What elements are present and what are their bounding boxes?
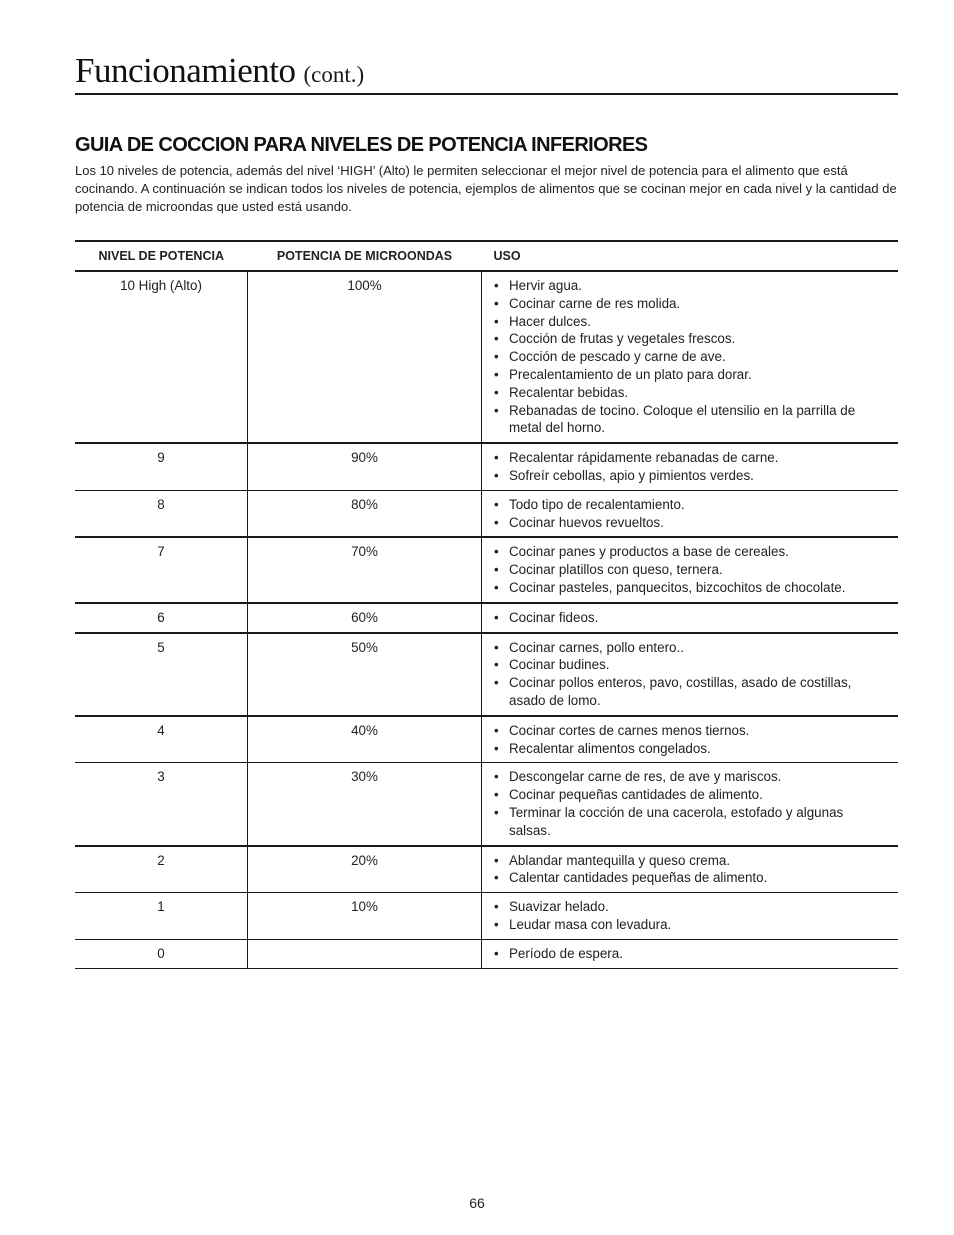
table-row (75, 893, 898, 940)
use-cell (482, 603, 899, 633)
use-list (494, 945, 888, 963)
use-list-item: • Cocinar platillos con queso, ternera. (494, 561, 888, 579)
use-list-item: • Cocinar fideos. (494, 609, 888, 627)
page-title: Funcionamiento (75, 51, 296, 90)
header-microwave-power: POTENCIA DE MICROONDAS (248, 241, 482, 271)
table-row (75, 633, 898, 716)
use-list-item: • Cocinar carnes, pollo entero.. (494, 639, 888, 657)
use-list (494, 277, 888, 437)
power-level-cell: 3 (75, 763, 248, 846)
use-list-item: • Terminar la cocción de una cacerola, estofado y algunas salsas. (494, 804, 888, 840)
use-list (494, 639, 888, 710)
use-list (494, 768, 888, 839)
use-list-item: • Precalentamiento de un plato para dorar. (494, 366, 888, 384)
use-list-item: • Cocinar huevos revueltos. (494, 514, 888, 532)
use-cell (482, 633, 899, 716)
use-list-item: • Cocción de frutas y vegetales frescos. (494, 330, 888, 348)
use-list (494, 722, 888, 758)
microwave-power-cell (248, 939, 482, 968)
use-cell (482, 490, 899, 537)
use-list-item: • Suavizar helado. (494, 898, 888, 916)
power-level-cell: 9 (75, 443, 248, 490)
use-cell (482, 846, 899, 893)
table-row (75, 537, 898, 602)
table-row (75, 443, 898, 490)
use-list-item: • Cocinar pequeñas cantidades de alimento. (494, 786, 888, 804)
use-list (494, 496, 888, 532)
power-level-cell: 10 High (Alto) (75, 271, 248, 443)
microwave-power-cell: 70% (248, 537, 482, 602)
use-list-item: • Cocinar cortes de carnes menos tiernos. (494, 722, 888, 740)
use-list-item: • Cocinar budines. (494, 656, 888, 674)
power-level-cell: 0 (75, 939, 248, 968)
use-cell (482, 443, 899, 490)
microwave-power-cell: 40% (248, 716, 482, 763)
use-list-item: • Rebanadas de tocino. Coloque el utensilio en la parrilla de metal del horno. (494, 402, 888, 438)
power-level-cell: 8 (75, 490, 248, 537)
microwave-power-cell: 50% (248, 633, 482, 716)
table-row (75, 763, 898, 846)
page-header (75, 52, 898, 95)
use-list-item: • Leudar masa con levadura. (494, 916, 888, 934)
page-title-cont: (cont.) (303, 62, 365, 87)
use-list-item: • Cocinar panes y productos a base de cereales. (494, 543, 888, 561)
power-level-cell: 4 (75, 716, 248, 763)
use-list-item: • Descongelar carne de res, de ave y mariscos. (494, 768, 888, 786)
microwave-power-cell: 30% (248, 763, 482, 846)
use-cell (482, 716, 899, 763)
use-list-item: • Cocinar pollos enteros, pavo, costillas, asado de costillas, asado de lomo. (494, 674, 888, 710)
table-row (75, 716, 898, 763)
header-use: USO (482, 241, 899, 271)
use-list-item: • Todo tipo de recalentamiento. (494, 496, 888, 514)
microwave-power-cell: 20% (248, 846, 482, 893)
use-list-item: • Ablandar mantequilla y queso crema. (494, 852, 888, 870)
use-list-item: • Cocinar carne de res molida. (494, 295, 888, 313)
power-level-cell: 1 (75, 893, 248, 940)
header-power-level: NIVEL DE POTENCIA (75, 241, 248, 271)
table-row (75, 939, 898, 968)
use-list-item: • Hervir agua. (494, 277, 888, 295)
use-list-item: • Recalentar alimentos congelados. (494, 740, 888, 758)
microwave-power-cell: 10% (248, 893, 482, 940)
microwave-power-cell: 80% (248, 490, 482, 537)
table-row (75, 603, 898, 633)
use-cell (482, 939, 899, 968)
use-list-item: • Período de espera. (494, 945, 888, 963)
table-row (75, 846, 898, 893)
use-list (494, 449, 888, 485)
table-row (75, 490, 898, 537)
use-cell (482, 893, 899, 940)
microwave-power-cell: 100% (248, 271, 482, 443)
power-level-cell: 6 (75, 603, 248, 633)
power-level-cell: 5 (75, 633, 248, 716)
use-cell (482, 763, 899, 846)
use-list-item: • Recalentar bebidas. (494, 384, 888, 402)
power-level-cell: 7 (75, 537, 248, 602)
use-cell (482, 271, 899, 443)
power-level-table (75, 240, 898, 969)
use-list (494, 852, 888, 888)
intro-paragraph: Los 10 niveles de potencia, además del nivel ‘HIGH’ (Alto) le permiten seleccionar el mejor nivel de potencia para el alimento que está cocinando. A continuación se indican todos los niveles de potencia, ejemplos de alimentos que se cocinan mejor en cada nivel y la cantidad de potencia de microondas que usted está usando. (75, 163, 897, 214)
microwave-power-cell: 90% (248, 443, 482, 490)
table-row (75, 271, 898, 443)
use-list-item: • Hacer dulces. (494, 313, 888, 331)
use-list-item: • Recalentar rápidamente rebanadas de carne. (494, 449, 888, 467)
use-cell (482, 537, 899, 602)
table-header-row (75, 241, 898, 271)
section-title: GUIA DE COCCION PARA NIVELES DE POTENCIA INFERIORES (75, 134, 648, 156)
use-list (494, 609, 888, 627)
table-body (75, 271, 898, 968)
use-list-item: • Cocción de pescado y carne de ave. (494, 348, 888, 366)
power-level-cell: 2 (75, 846, 248, 893)
use-list-item: • Sofreír cebollas, apio y pimientos verdes. (494, 467, 888, 485)
page-number: 66 (469, 1195, 485, 1211)
use-list-item: • Cocinar pasteles, panquecitos, bizcochitos de chocolate. (494, 579, 888, 597)
use-list (494, 898, 888, 934)
use-list-item: • Calentar cantidades pequeñas de alimento. (494, 869, 888, 887)
microwave-power-cell: 60% (248, 603, 482, 633)
use-list (494, 543, 888, 596)
